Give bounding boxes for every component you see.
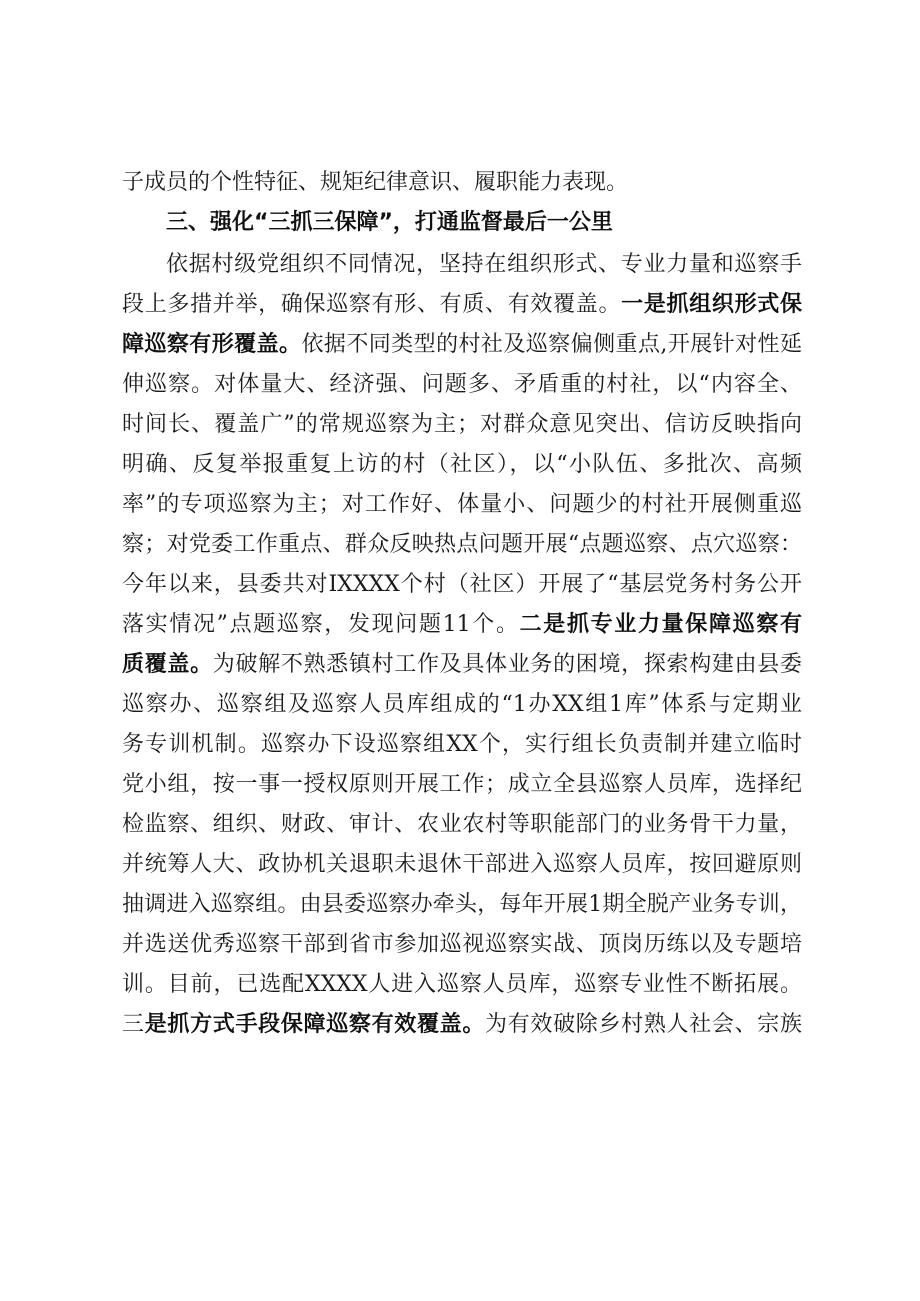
bold-phrase: 质覆盖。 [122, 652, 213, 677]
text-run: 训。目前，已选配XXXX人进入巡察人员库，巡察专业性不断拓展。 [122, 972, 802, 997]
paragraph-line [122, 445, 802, 485]
paragraph-line [122, 485, 802, 525]
text-run: 落实情况”点题巡察，发现问题11个。 [122, 612, 520, 637]
paragraph-line [122, 925, 802, 965]
paragraph-line [122, 1005, 802, 1045]
paragraph-line [122, 325, 802, 365]
bold-phrase: 一是抓组织形式保 [621, 292, 802, 317]
text-run: 伸巡察。对体量大、经济强、问题多、矛盾重的村社，以“内容全、 [122, 372, 802, 397]
text-run: 今年以来，县委共对IXXXX个村（社区）开展了“基层党务村务公开 [122, 572, 802, 597]
text-run: 依据村级党组织不同情况，坚持在组织形式、专业力量和巡察手 [166, 252, 802, 277]
paragraph-line [122, 645, 802, 685]
text-run: 为破解不熟悉镇村工作及具体业务的困境，探索构建由县委 [212, 652, 802, 677]
text-run: 并统筹人大、政协机关退职未退休干部进入巡察人员库，按回避原则 [122, 852, 802, 877]
text-run: 三 [122, 1012, 145, 1037]
paragraph-line [122, 765, 802, 805]
text-run: 巡察办、巡察组及巡察人员库组成的“1办XX组1库”体系与定期业 [122, 692, 802, 717]
section-heading: 三、强化“三抓三保障”，打通监督最后一公里 [166, 210, 613, 235]
paragraph-line [166, 245, 802, 285]
paragraph-line [122, 965, 802, 1005]
text-run: 务专训机制。巡察办下设巡察组XX个，实行组长负责制并建立临时 [122, 732, 802, 757]
text-run: 检监察、组织、财政、审计、农业农村等职能部门的业务骨干力量， [122, 812, 802, 837]
paragraph-line [122, 685, 802, 725]
paragraph-line [122, 163, 802, 203]
paragraph-line [122, 525, 802, 565]
bold-phrase: 是抓方式手段保障巡察有效覆盖。 [144, 1012, 486, 1037]
text-run: 党小组，按一事一授权原则开展工作；成立全县巡察人员库，选择纪 [122, 772, 802, 797]
paragraph-line [122, 805, 802, 845]
paragraph-line [122, 725, 802, 765]
paragraph-line [122, 285, 802, 325]
text-run: 抽调进入巡察组。由县委巡察办牵头，每年开展1期全脱产业务专训， [122, 892, 802, 917]
bold-phrase: 二是抓专业力量保障巡察有 [519, 612, 802, 637]
paragraph-line [122, 405, 802, 445]
paragraph-line [122, 605, 802, 645]
text-run: 明确、反复举报重复上访的村（社区），以“小队伍、多批次、高频 [122, 452, 802, 477]
text-run: 为有效破除乡村熟人社会、宗族 [485, 1012, 802, 1037]
paragraph-line [122, 885, 802, 925]
text-run: 时间长、覆盖广”的常规巡察为主；对群众意见突出、信访反映指向 [122, 412, 802, 437]
paragraph-line [122, 365, 802, 405]
paragraph-line [122, 845, 802, 885]
text-run: 率”的专项巡察为主；对工作好、体量小、问题少的村社开展侧重巡 [122, 492, 802, 517]
text-run: 察；对党委工作重点、群众反映热点问题开展“点题巡察、点穴巡察： [122, 532, 802, 557]
paragraph-line [122, 565, 802, 605]
text-run: 依据不同类型的村社及巡察偏侧重点,开展针对性延 [301, 332, 802, 357]
text-run: 并选送优秀巡察干部到省市参加巡视巡察实战、顶岗历练以及专题培 [122, 932, 802, 957]
text-run: 段上多措并举，确保巡察有形、有质、有效覆盖。 [122, 292, 622, 317]
bold-phrase: 障巡察有形覆盖。 [122, 332, 302, 357]
text-run: 子成员的个性特征、规矩纪律意识、履职能力表现。 [122, 170, 629, 195]
